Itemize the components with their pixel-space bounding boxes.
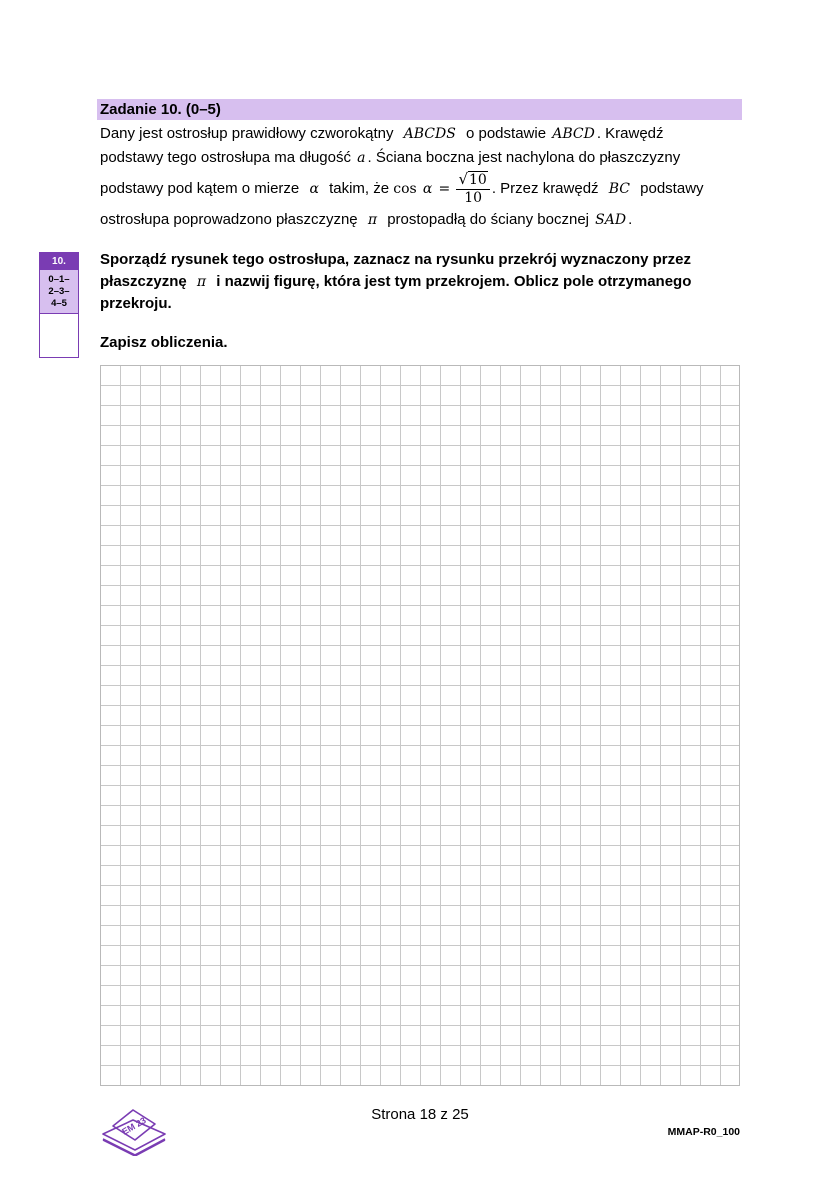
math-cos: cos [393, 181, 417, 197]
math-alpha: α [309, 181, 319, 197]
intro-line-3: podstawy pod kątem o mierze α takim, że cos α = $\frac{√10}{10}$ . Przez krawędź BC podstawy [100, 170, 704, 207]
exam-code: MMAP-R0_100 [667, 1126, 740, 1138]
math-equals: = [438, 181, 451, 197]
score-box-ranges: 0–1– 2–3– 4–5 [40, 270, 78, 314]
fraction-sqrt10-over-10 [456, 171, 489, 207]
page-number: Strona 18 z 25 [371, 1106, 469, 1123]
score-box-number: 10. [40, 253, 78, 270]
intro-line-1: Dany jest ostrosłup prawidłowy czworokątny ABCDS o podstawie ABCD . Krawędź [100, 125, 664, 142]
intro-line-4: ostrosłupa poprowadzono płaszczyznę π prostopadłą do ściany bocznej SAD . [100, 211, 633, 228]
math-pi-command: π [196, 274, 207, 290]
task-title: Zadanie 10. (0–5) [97, 99, 742, 120]
math-bc: BC [608, 181, 630, 197]
logo-text: EM 23 [120, 1115, 148, 1137]
fraction-numerator: √10 [456, 171, 489, 190]
score-box [39, 252, 79, 358]
math-alpha-cos: α [422, 181, 433, 197]
math-abcds: ABCDS [403, 126, 456, 142]
task-intro [100, 122, 740, 232]
score-box-answer-cell[interactable] [40, 314, 78, 357]
task-command: Sporządź rysunek tego ostrosłupa, zaznacz na rysunku przekrój wyznaczony przez płaszczyznę π i nazwij figurę, która jest tym przekrojem. Oblicz pole otrzymanego przekroju. [100, 251, 692, 312]
math-sad: SAD [595, 212, 627, 228]
sqrt-icon: √ [458, 170, 469, 189]
fraction-denominator: 10 [464, 190, 483, 207]
math-abcd: ABCD [552, 126, 595, 142]
answer-grid[interactable] [100, 365, 740, 1086]
math-pi: π [367, 212, 378, 228]
intro-line-2: podstawy tego ostrosłupa ma długość a . Ściana boczna jest nachylona do płaszczyzny [100, 149, 681, 166]
write-prompt: Zapisz obliczenia. [100, 334, 228, 351]
math-a: a [357, 150, 366, 166]
